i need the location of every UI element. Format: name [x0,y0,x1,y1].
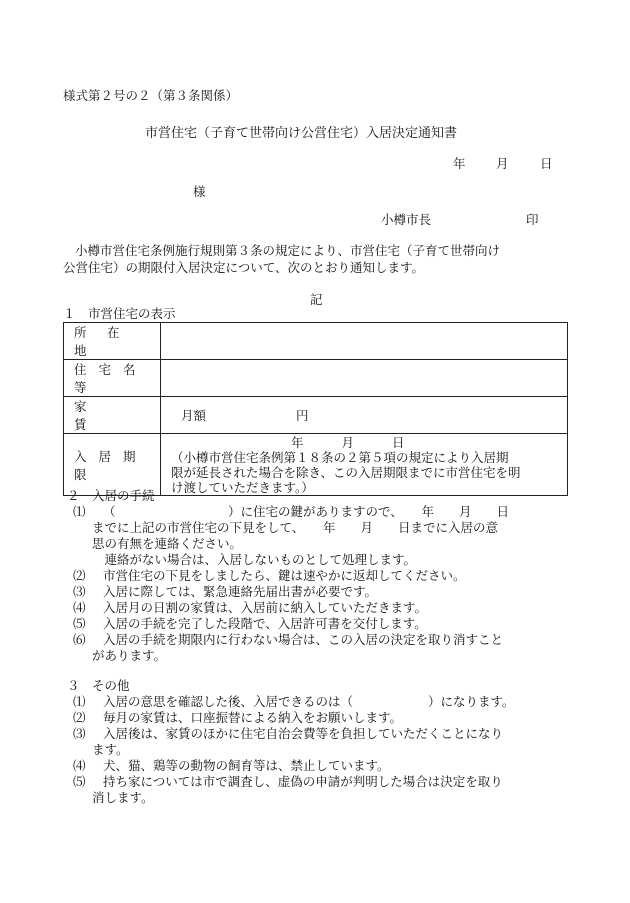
table-row [64,360,568,397]
item-line: 思の有無を連絡ください。 [92,536,243,551]
date-day: 日 [540,156,553,171]
item-line: 連絡がない場合は、入居しないものとして処理します。 [92,552,417,567]
period-month: 月 [341,434,355,450]
item-line: 入居の意思を確認した後、入居できるのは（ ）になります。 [103,694,515,709]
item-line: 入居後は、家賃のほかに住宅自治会費等を負担していただくことになり [103,726,504,741]
item-line: 毎月の家賃は、口座振替による納入をお願いします。 [103,710,403,725]
name-value [161,360,568,397]
ki-heading: 記 [310,292,323,307]
period-date [171,435,557,450]
table-row [64,397,568,434]
seal-mark: 印 [526,212,539,227]
item-number: ⑶ [73,726,86,741]
document-title: 市営住宅（子育て世帯向け公営住宅）入居決定通知書 [145,126,458,141]
item-number: ⑴ [73,504,86,519]
item-line: 入居の手続を完了した段階で、入居許可書を交付します。 [103,616,427,631]
period-value [161,434,568,496]
location-value [161,323,568,360]
item-number: ⑷ [73,758,86,773]
item-number: ⑸ [73,774,86,789]
intro-line: 公営住宅）の期限付入居決定について、次のとおり通知します。 [63,260,425,275]
item-number: ⑵ [73,568,86,583]
table-row [64,434,568,496]
date-year: 年 [453,156,466,171]
intro-line: 小樽市営住宅条例施行規則第３条の規定により、市営住宅（子育て世帯向け [75,243,501,258]
rent-yen: 円 [296,408,309,423]
section3-title: ３ その他 [67,678,130,693]
item-line: 入居月の日割の家賃は、入居前に納入していただきます。 [103,600,428,615]
name-label: 住 宅 名 等 [64,360,161,397]
housing-info-table [63,322,568,496]
item-line: までに上記の市営住宅の下見をして、 年 月 日までに入居の意 [92,520,499,535]
period-year: 年 [291,434,304,450]
item-number: ⑹ [73,632,86,647]
issuer: 小樽市長 [381,212,432,227]
item-line: 犬、猫、鶏等の動物の飼育等は、禁止しています。 [103,758,390,773]
form-label: 様式第２号の２（第３条関係） [63,88,239,103]
item-number: ⑷ [73,600,86,615]
item-line: 消します。 [92,790,154,805]
item-line: 入居の手続を期限内に行わない場合は、この入居の決定を取り消すこと [103,632,504,647]
period-note-line: 限が延長された場合を除き、この入居期限までに市営住宅を明 [171,464,521,480]
rent-value [161,397,568,434]
rent-label-2: 賃 [74,417,91,432]
period-day: 日 [392,434,405,450]
section1-title: １ 市営住宅の表示 [63,306,176,321]
item-line: 市営住宅の下見をしましたら、鍵は速やかに返却してください。 [103,568,466,583]
period-note-line: （小樽市営住宅条例第１８条の２第５項の規定により入居期 [171,449,509,465]
location-label: 所 在 地 [64,323,161,360]
date-month: 月 [496,156,509,171]
item-number: ⑶ [73,584,86,599]
section2-title: ２ 入居の手続 [67,488,155,503]
item-line: 持ち家については市で調査し、虚偽の申請が判明した場合は決定を取り [103,774,503,789]
rent-label-1: 家 [74,399,91,414]
item-number: ⑴ [73,694,86,709]
addressee-suffix: 様 [193,184,206,199]
table-row [64,323,568,360]
item-line: があります。 [92,648,167,663]
item-line: 入居に際しては、緊急連絡先届出書が必要です。 [103,584,378,599]
rent-label [64,397,161,434]
period-label: 入 居 期 限 [64,434,161,496]
item-line: ます。 [92,742,129,757]
rent-monthly: 月額 [181,408,207,423]
item-number: ⑵ [73,710,86,725]
item-number: ⑸ [73,616,86,631]
period-note-line: け渡していただきます。） [171,479,314,495]
item-line: （ ）に住宅の鍵がありますので、 年 月 日 [103,504,510,519]
